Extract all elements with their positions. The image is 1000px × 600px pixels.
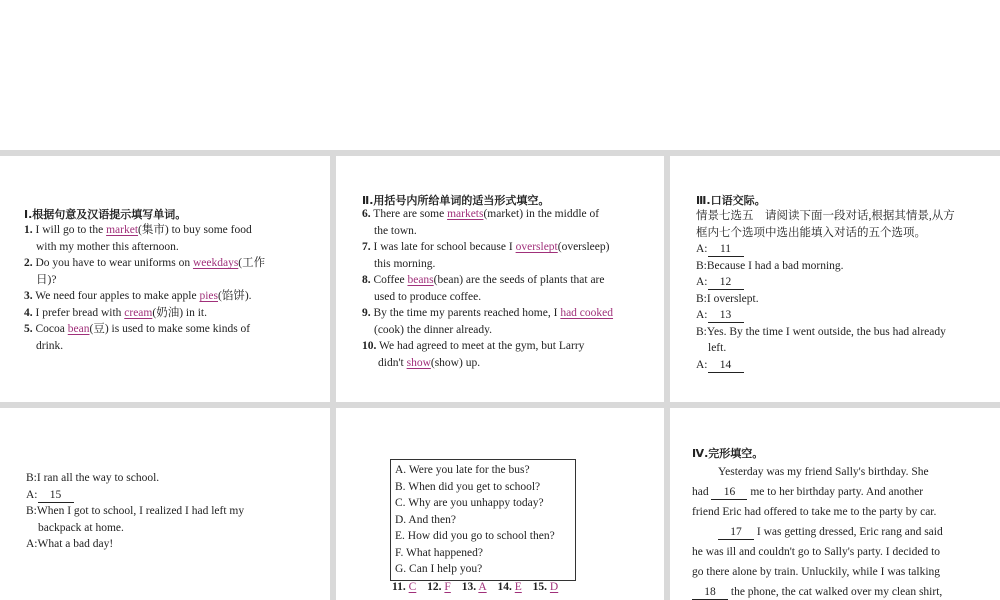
option-a: A. Were you late for the bus? xyxy=(395,464,530,476)
dialog-line: A: 15 xyxy=(26,487,308,504)
dialog-line: B:I overslept. xyxy=(696,292,759,305)
answer-15: D xyxy=(549,581,559,593)
options-box xyxy=(390,459,576,581)
answer-9: had cooked xyxy=(560,307,614,319)
section-title-2: Ⅱ.用括号内所给单词的适当形式填空。 xyxy=(362,194,550,207)
panel-dialog-2 xyxy=(0,408,330,600)
intro-line-2: 框内七个选项中选出能填入对话的五个选项。 xyxy=(696,226,926,239)
panel-vocabulary xyxy=(0,156,330,402)
answer-10: show xyxy=(406,356,431,369)
option-b: B. When did you get to school? xyxy=(395,480,541,493)
answer-14: E xyxy=(514,581,522,593)
dialog-line: B:Because I had a bad morning. xyxy=(696,259,844,272)
answer-2: weekdays xyxy=(192,257,239,269)
section-title-1: Ⅰ.根据句意及汉语提示填写单词。 xyxy=(24,208,187,221)
dialog-line: A: 13 xyxy=(696,307,980,324)
option-g: G. Can I help you? xyxy=(395,563,483,575)
item-4: 4. I prefer bread with cream(奶油) in it. xyxy=(24,306,207,319)
answer-6: markets xyxy=(447,208,484,220)
item-8: 8. Coffee beans(bean) are the seeds of plants that are used to produce coffee. xyxy=(362,274,605,303)
dialog-line: B:When I got to school, I realized I had left my backpack at home. xyxy=(26,505,245,534)
answer-7: overslept xyxy=(515,241,558,253)
dialog-block-1 xyxy=(696,208,980,373)
answer-3: pies xyxy=(199,290,218,302)
dialog-line: A: 14 xyxy=(696,357,980,374)
blank-13: 13 xyxy=(708,309,744,323)
item-1: 1. I will go to the market(集市) to buy some food with my mother this afternoon. xyxy=(24,224,252,253)
blank-18: 18 xyxy=(692,586,728,600)
option-f: F. What happened? xyxy=(395,546,483,559)
intro-line-1: 情景七选五 请阅读下面一段对话,根据其情景,从方 xyxy=(696,210,955,222)
dialog-line: B:I ran all the way to school. xyxy=(26,472,160,484)
answer-11: C xyxy=(408,581,417,593)
answer-5: bean xyxy=(67,323,90,335)
item-5: 5. Cocoa bean(豆) is used to make some kinds of drink. xyxy=(24,323,251,352)
option-d: D. And then? xyxy=(395,513,457,526)
answer-8: beans xyxy=(407,274,434,286)
panel-cloze xyxy=(670,408,1000,600)
dialog-line: A:What a bad day! xyxy=(26,538,114,550)
exercise-list-1 xyxy=(24,222,306,354)
section-title-3: Ⅲ.口语交际。 xyxy=(696,194,766,207)
exercise-list-2 xyxy=(362,206,642,371)
answer-4: cream xyxy=(124,306,153,319)
option-e: E. How did you go to school then? xyxy=(395,530,555,542)
section-title-4: Ⅳ.完形填空。 xyxy=(692,447,764,460)
answer-row: 11. C 12. F 13. A 14. E 15. D xyxy=(392,581,559,593)
option-c: C. Why are you unhappy today? xyxy=(395,497,544,509)
item-7: 7. I was late for school because I overslept(oversleep) this morning. xyxy=(362,241,610,270)
dialog-block-2 xyxy=(26,470,308,553)
panel-word-forms xyxy=(336,156,664,402)
item-10: 10. We had agreed to meet at the gym, but Larry didn't show(show) up. xyxy=(362,340,585,369)
blank-15: 15 xyxy=(38,489,74,503)
item-3: 3. We need four apples to make apple pies(馅饼). xyxy=(24,290,252,302)
answer-1: market xyxy=(106,224,139,236)
answer-13: A xyxy=(478,581,487,593)
blank-12: 12 xyxy=(708,276,744,290)
cloze-passage: Yesterday was my friend Sally's birthday. She had 16 me to her birthday party. And another friend Eric had offered to take me to the party by car. 17 I was getting dressed, Eric rang and said he was ill and couldn't go to Sally's party. I decided to go there alone by train. Unluckily, while I was talking 18 the phone, the cat walked over my clean shirt, xyxy=(692,466,943,598)
item-6: 6. There are some markets(market) in the middle of the town. xyxy=(362,208,600,237)
blank-16: 16 xyxy=(711,486,747,500)
dialog-line: B:Yes. By the time I went outside, the bus had already left. xyxy=(696,325,946,354)
blank-11: 11 xyxy=(708,243,744,257)
blank-14: 14 xyxy=(708,359,744,373)
item-9: 9. By the time my parents reached home, I had cooked (cook) the dinner already. xyxy=(362,307,614,336)
dialog-line: A: 12 xyxy=(696,274,980,291)
panel-options xyxy=(336,408,664,600)
panel-dialog-1 xyxy=(670,156,1000,402)
item-2: 2. Do you have to wear uniforms on weekdays(工作 日)? xyxy=(24,257,266,286)
answer-12: F xyxy=(444,581,451,593)
dialog-line: A: 11 xyxy=(696,241,980,258)
blank-17: 17 xyxy=(718,526,754,540)
